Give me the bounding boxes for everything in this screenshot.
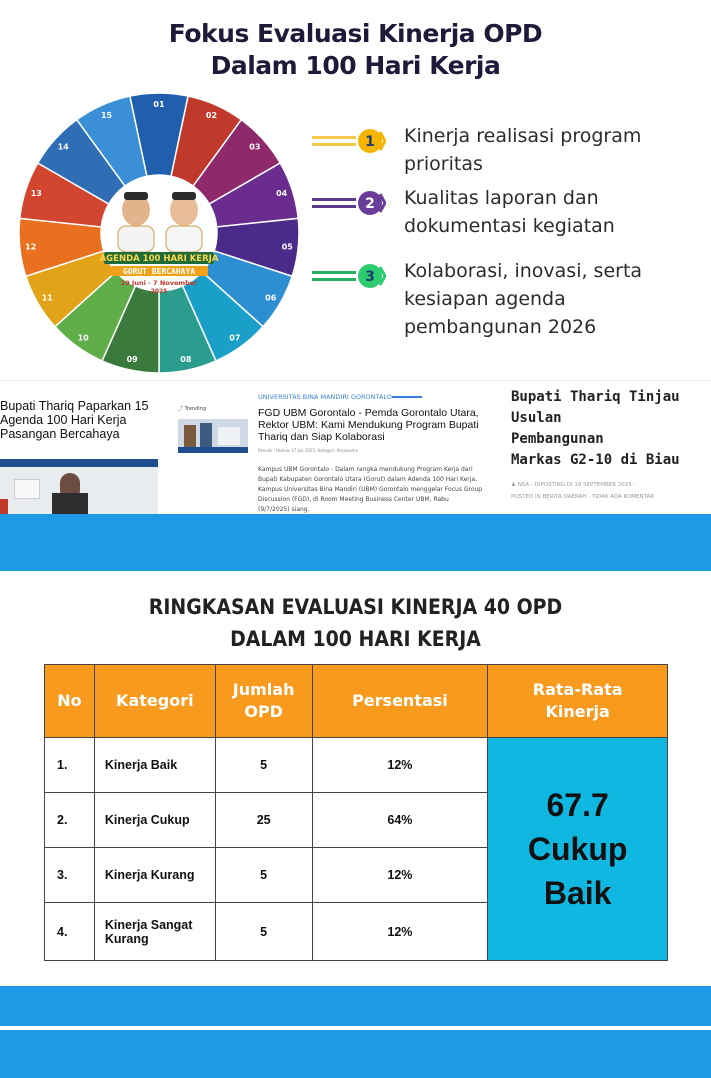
wheel-number: 09 bbox=[126, 355, 138, 365]
photo-header-bar bbox=[0, 459, 158, 467]
focus-item-line2: dokumentasi kegiatan bbox=[404, 215, 615, 237]
wheel-center-line3: 19 Juni - 7 November bbox=[120, 279, 198, 287]
svg-text:2: 2 bbox=[365, 196, 375, 212]
arrow-icon bbox=[312, 196, 356, 210]
excerpt-line: Discussion (FGD), di Room Meeting Business Center UBM, Rabu bbox=[258, 496, 449, 503]
news-article-1-title[interactable] bbox=[0, 399, 160, 441]
focus-item-line2: prioritas bbox=[404, 153, 483, 175]
table-row bbox=[45, 738, 668, 793]
cell-persentasi: 12% bbox=[312, 848, 488, 903]
focus-item-line1: Kolaborasi, inovasi, serta bbox=[404, 260, 643, 282]
news-title-line: Agenda 100 Hari Kerja bbox=[0, 413, 127, 427]
news-title-line: FGD UBM Gorontalo - Pemda Gorontalo Utara, bbox=[258, 407, 479, 419]
cell-no: 3. bbox=[45, 848, 95, 903]
news-title-line: Usulan bbox=[511, 410, 562, 426]
excerpt-line: Bupati Kabupaten Gorontalo Utara (Gorut) dalam Adenda 100 Hari Kerja, bbox=[258, 476, 478, 483]
cell-kategori: Kinerja Sangat Kurang bbox=[94, 903, 215, 961]
header-rata-rata bbox=[488, 665, 668, 738]
meta-category: POSTED IN BERITA DAERAH - TIDAK ADA KOMENTAR bbox=[511, 494, 655, 500]
wheel-number: 12 bbox=[25, 242, 37, 252]
header-kategori: Kategori bbox=[94, 665, 215, 738]
header-persentasi: Persentasi bbox=[312, 665, 488, 738]
cell-persentasi: 64% bbox=[312, 793, 488, 848]
cell-no: 2. bbox=[45, 793, 95, 848]
wheel-number: 05 bbox=[281, 242, 293, 252]
average-value: 67.7 bbox=[546, 787, 609, 823]
excerpt-line: Kampus UBM Gorontalo - Dalam rangka mendukung Program Kerja dari bbox=[258, 466, 473, 473]
number-badge-1-icon bbox=[356, 126, 386, 156]
excerpt-line: Kampus Universitas Bina Mandiri (UBM) Gorontalo menggelar Focus Group bbox=[258, 486, 483, 493]
excerpt-line: (9/7/2025) siang. bbox=[258, 506, 310, 513]
cell-persentasi: 12% bbox=[312, 738, 488, 793]
arrow-icon bbox=[312, 134, 356, 148]
header-jumlah bbox=[215, 665, 312, 738]
cell-jumlah: 5 bbox=[215, 848, 312, 903]
cell-no: 1. bbox=[45, 738, 95, 793]
focus-title-line2: Dalam 100 Hari Kerja bbox=[210, 51, 501, 80]
wheel-number: 15 bbox=[100, 111, 113, 121]
wheel-number: 02 bbox=[205, 111, 218, 121]
wheel-number: 13 bbox=[30, 189, 42, 199]
header-jumlah-line2: OPD bbox=[244, 702, 283, 721]
meta-line bbox=[511, 491, 706, 503]
wheel-number: 04 bbox=[276, 189, 288, 199]
wheel-number: 11 bbox=[41, 293, 53, 303]
news-title-line: Markas G2-10 di Biau bbox=[511, 452, 680, 468]
news-category-tag[interactable]: UNIVERSITAS BINA MANDIRI GORONTALO bbox=[258, 393, 392, 401]
evaluation-table bbox=[44, 664, 668, 961]
agenda-wheel bbox=[18, 92, 300, 374]
wheel-number: 03 bbox=[249, 142, 261, 152]
trending-text: Trending bbox=[184, 406, 207, 412]
wheel-number: 06 bbox=[265, 293, 277, 303]
news-title-line: Thariq dan Siap Kolaborasi bbox=[258, 431, 385, 443]
cell-kategori: Kinerja Cukup bbox=[94, 793, 215, 848]
cell-kategori: Kinerja Baik bbox=[94, 738, 215, 793]
number-badge-2-icon bbox=[356, 188, 386, 218]
news-title-line: Rektor UBM: Kami Mendukung Program Bupati bbox=[258, 419, 479, 431]
cell-kategori: Kinerja Kurang bbox=[94, 848, 215, 903]
trending-icon: ⤴ bbox=[178, 406, 185, 412]
news-title-line: Pembangunan bbox=[511, 431, 604, 447]
trending-photo bbox=[178, 419, 248, 453]
blue-band-middle bbox=[0, 986, 711, 1026]
meta-line bbox=[511, 479, 706, 491]
average-label-line1: Cukup bbox=[527, 831, 628, 867]
blue-band-bottom bbox=[0, 1030, 711, 1078]
news-article-1-photo bbox=[0, 459, 158, 515]
cell-no: 4. bbox=[45, 903, 95, 961]
wheel-center-line2: GORUT BERCAHAYA bbox=[122, 267, 196, 276]
focus-item-line1: Kinerja realisasi program bbox=[404, 125, 642, 147]
header-jumlah-line1: Jumlah bbox=[232, 680, 295, 699]
news-article-markas[interactable] bbox=[500, 381, 711, 515]
focus-item-line1: Kualitas laporan dan bbox=[404, 187, 599, 209]
cell-average bbox=[488, 738, 668, 961]
user-icon: ♟ bbox=[511, 482, 518, 488]
focus-item-text bbox=[404, 184, 704, 240]
focus-title-line1: Fokus Evaluasi Kinerja OPD bbox=[168, 19, 543, 48]
summary-title-line2: DALAM 100 HARI KERJA bbox=[230, 627, 481, 651]
news-title-line: Bupati Thariq Tinjau bbox=[511, 389, 680, 405]
table-header-row bbox=[45, 665, 668, 738]
wheel-number: 01 bbox=[153, 100, 165, 109]
news-article-ubm-title[interactable] bbox=[258, 407, 493, 443]
cell-persentasi: 12% bbox=[312, 903, 488, 961]
news-article-ubm[interactable] bbox=[258, 381, 498, 515]
focus-item-text bbox=[404, 122, 704, 178]
news-article-markas-title[interactable] bbox=[511, 387, 706, 471]
news-article-meta: Penulis : Humas 17 Juli 2025, Kategori: Kerjasama bbox=[258, 448, 358, 453]
category-underline bbox=[392, 396, 422, 398]
news-article-markas-meta bbox=[511, 479, 706, 503]
focus-item-1 bbox=[308, 122, 708, 192]
summary-panel bbox=[0, 571, 711, 986]
focus-item-line3: pembangunan 2026 bbox=[404, 316, 597, 338]
focus-item-text bbox=[404, 257, 704, 341]
summary-title-line1: RINGKASAN EVALUASI KINERJA 40 OPD bbox=[148, 595, 563, 619]
news-trending-card[interactable] bbox=[170, 381, 255, 515]
wheel-number: 07 bbox=[229, 333, 241, 343]
svg-text:1: 1 bbox=[365, 134, 375, 150]
meta-author: NSA - DIPOSTING DI 19 SEPTEMBER 2025 - bbox=[517, 482, 636, 488]
svg-text:3: 3 bbox=[365, 269, 375, 285]
arrow-icon bbox=[312, 269, 356, 283]
news-title-line: Pasangan Bercahaya bbox=[0, 427, 120, 441]
trending-label bbox=[178, 405, 206, 412]
cell-jumlah: 5 bbox=[215, 738, 312, 793]
cell-jumlah: 5 bbox=[215, 903, 312, 961]
header-rata-line2: Kinerja bbox=[545, 702, 610, 721]
wheel-center-line1: AGENDA 100 HARI KERJA bbox=[99, 254, 219, 264]
focus-item-3 bbox=[308, 257, 708, 347]
photo-person-head bbox=[60, 473, 80, 495]
header-no: No bbox=[45, 665, 95, 738]
news-article-1[interactable] bbox=[0, 381, 160, 515]
photo-person-body bbox=[52, 493, 88, 515]
number-badge-3-icon bbox=[356, 261, 386, 291]
average-label-line2: Baik bbox=[543, 875, 612, 911]
wheel-number: 08 bbox=[180, 355, 192, 365]
news-collage bbox=[0, 380, 711, 515]
header-rata-line1: Rata-Rata bbox=[532, 680, 623, 699]
photo-aircon bbox=[14, 479, 40, 499]
cell-jumlah: 25 bbox=[215, 793, 312, 848]
wheel-center-line4: 2025 bbox=[150, 288, 168, 295]
focus-panel bbox=[0, 0, 711, 380]
focus-item-line2: kesiapan agenda bbox=[404, 288, 566, 310]
blue-band-top bbox=[0, 514, 711, 571]
focus-item-2 bbox=[308, 184, 708, 254]
news-title-line: Bupati Thariq Paparkan 15 bbox=[0, 399, 149, 413]
wheel-number: 10 bbox=[77, 333, 89, 343]
summary-title bbox=[36, 591, 676, 655]
wheel-number: 14 bbox=[57, 142, 69, 152]
focus-title bbox=[0, 18, 711, 82]
news-article-excerpt bbox=[258, 465, 493, 515]
photo-flag bbox=[0, 499, 8, 515]
